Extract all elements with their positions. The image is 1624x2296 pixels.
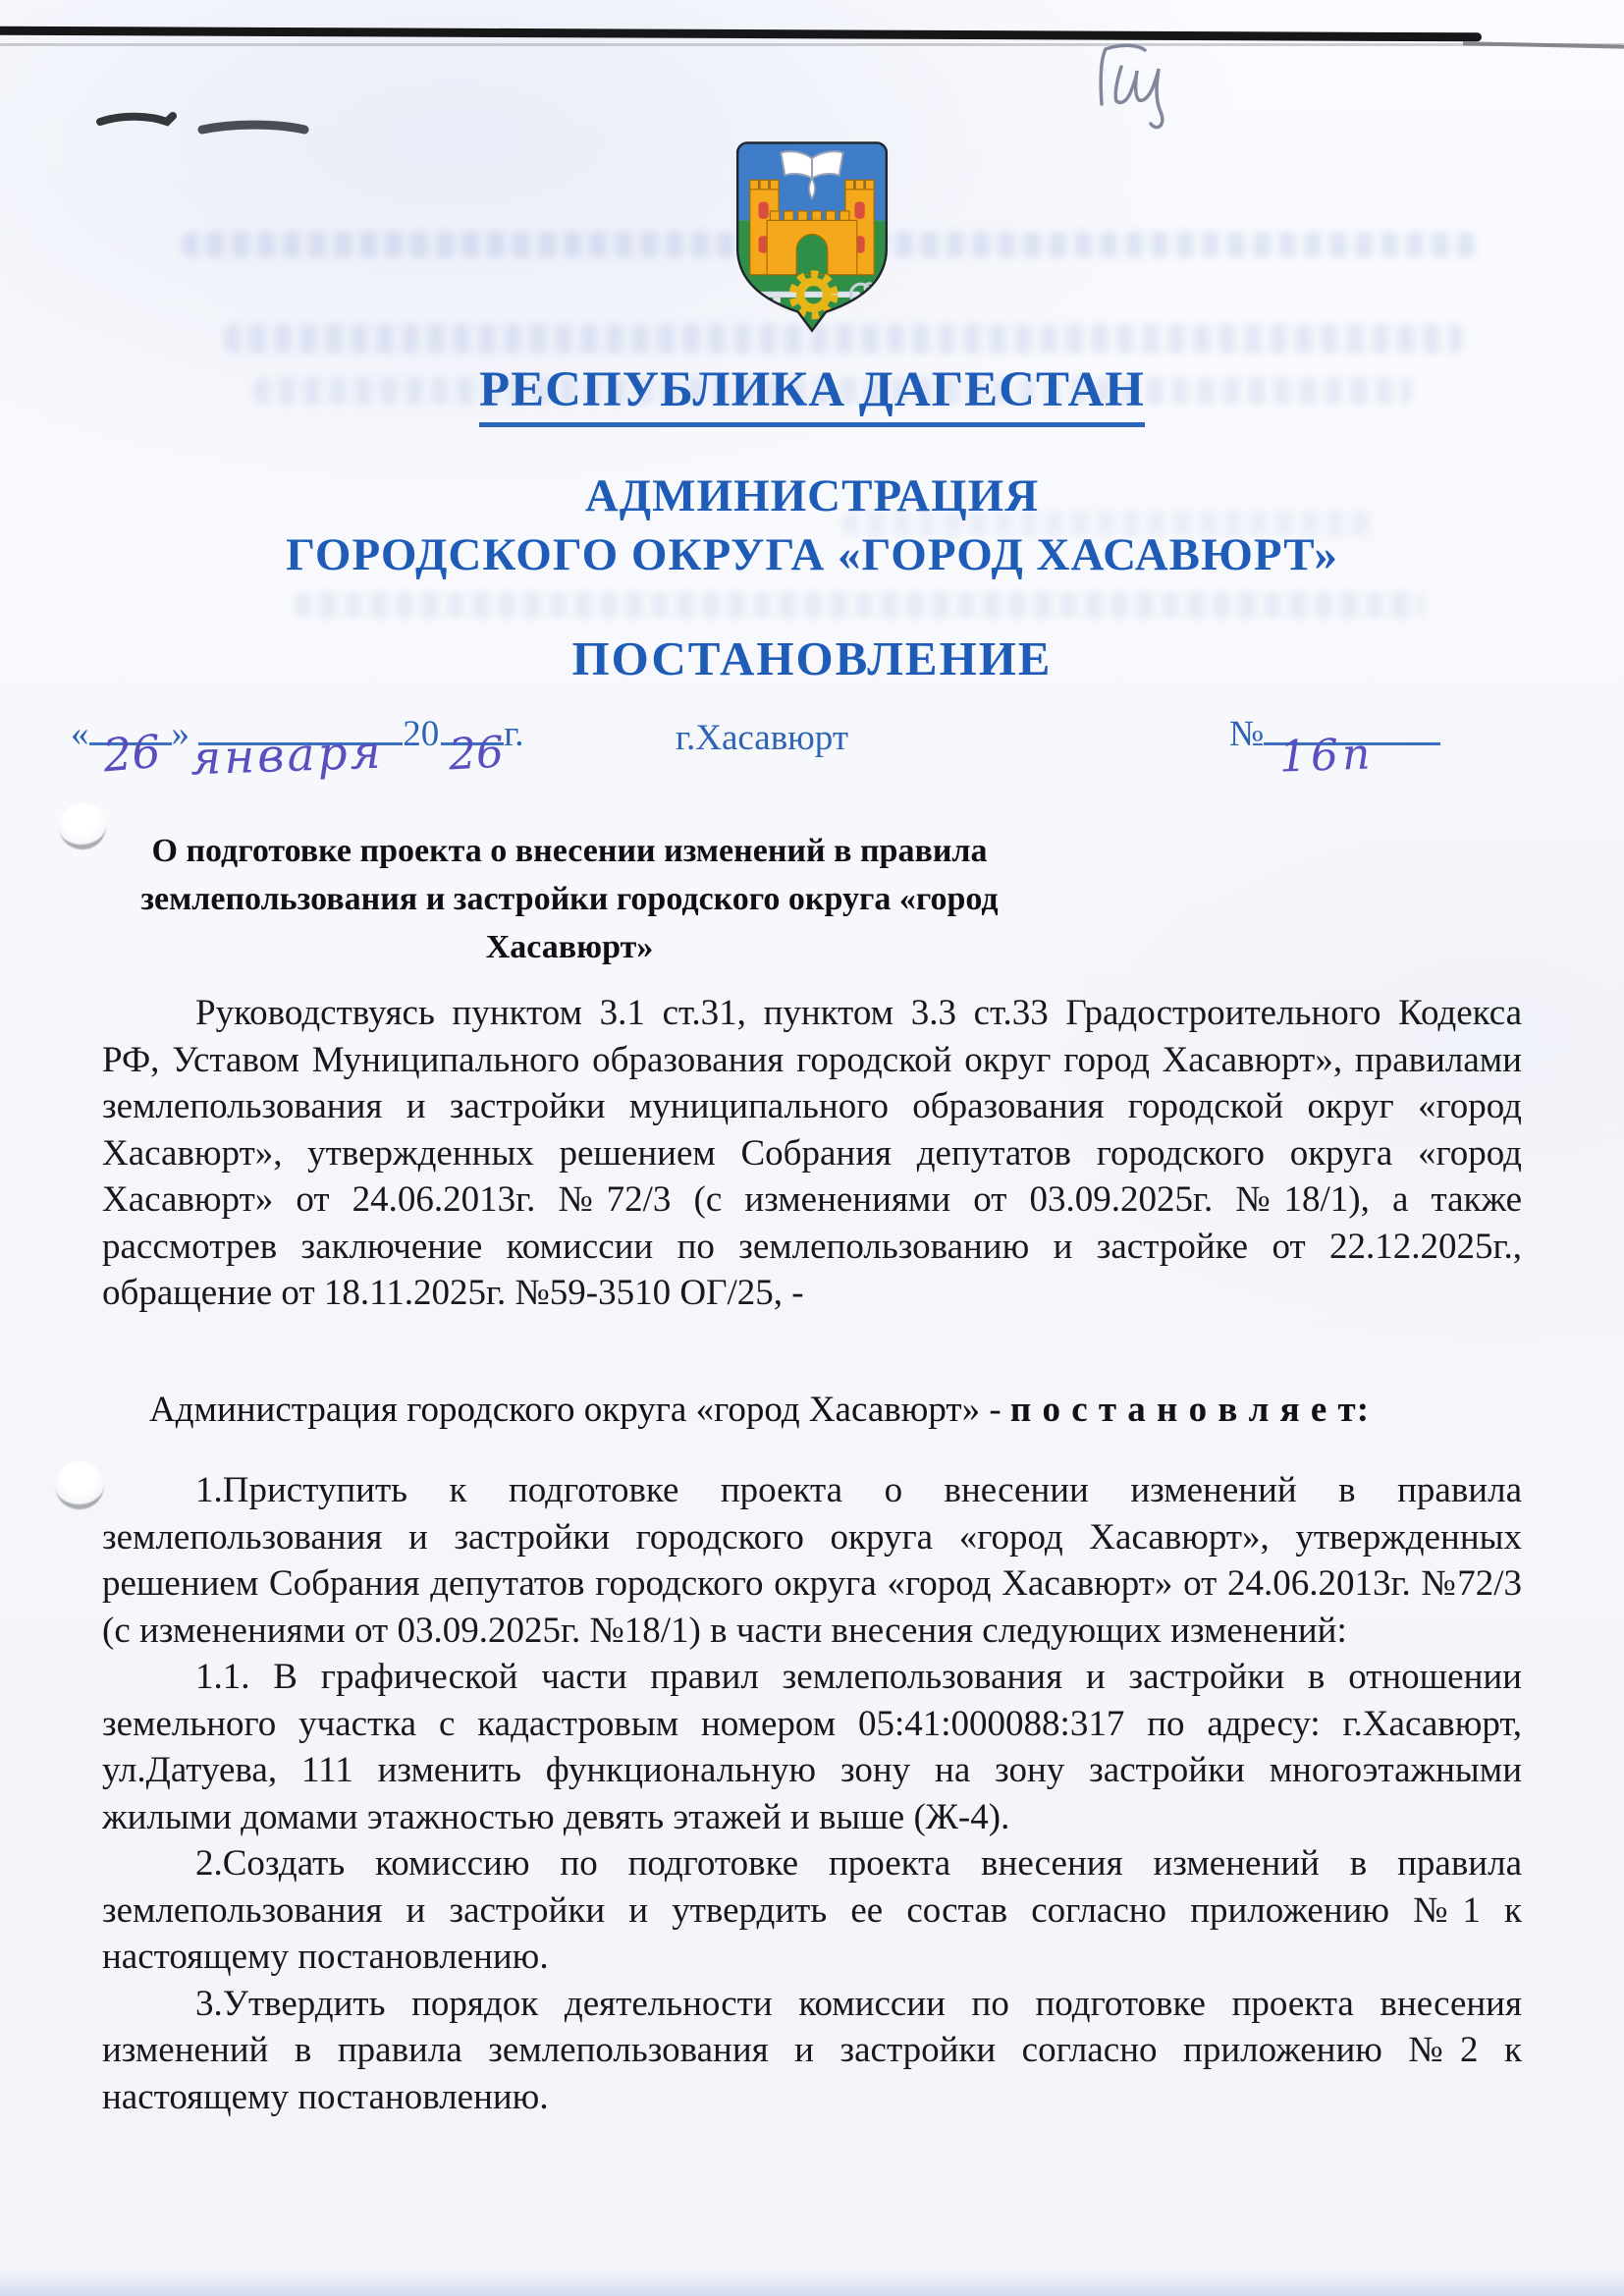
handwritten-month: января bbox=[189, 725, 385, 787]
handwritten-number: 16п bbox=[1278, 729, 1376, 783]
item-1: 1.Приступить к подготовке проекта о внесении изменений в правила землепользования и застройки городского округа «город Хасавюрт», утвержденных решением Собрания депутатов городского округа «город Хасавюрт» от 24.06.2013г. №72/3 (с изменениями от 03.09.2025г. №18/1) в части внесения следующих изменений: bbox=[102, 1470, 1522, 1651]
document-title bbox=[79, 827, 1060, 971]
republic-heading bbox=[0, 361, 1624, 427]
administration-heading-line1: АДМИНИСТРАЦИЯ bbox=[584, 470, 1040, 521]
preamble-block bbox=[102, 990, 1522, 1317]
day-blank bbox=[89, 724, 172, 783]
close-quote: » bbox=[171, 714, 189, 754]
item-1-1: 1.1. В графической части правил землепользования и застройки в отношении земельного участка с кадастровым номером 05:41:000088:317 по адресу: г.Хасавюрт, ул.Датуева, 111 изменить функциональную зону на зону застройки многоэтажными жилыми домами этажностью девять этажей и выше (Ж-4). bbox=[102, 1657, 1522, 1837]
number-field bbox=[1229, 713, 1440, 783]
year-blank bbox=[441, 727, 506, 781]
handwritten-day: 26 bbox=[100, 724, 163, 783]
month-blank bbox=[189, 725, 403, 787]
year-suffix: г. bbox=[504, 714, 524, 754]
preamble-paragraph: Руководствуясь пунктом 3.1 ст.31, пунктом 3.3 ст.33 Градостроительного Кодекса РФ, Уставом Муниципального образования городской округ город Хасавюрт», правилами землепользования и застройки муниципального образования городской округ «город Хасавюрт», утвержденных решением Собрания депутатов городского округа «город Хасавюрт» от 24.06.2013г. №72/3 (с изменениями от 03.09.2025г. №18/1), а также рассмотрев заключение комиссии по землепользованию и застройке от 22.12.2025г., обращение от 18.11.2025г. №59-3510 ОГ/25, - bbox=[102, 993, 1522, 1313]
date-field bbox=[71, 713, 524, 787]
item-3: 3.Утвердить порядок деятельности комиссии по подготовке проекта внесения изменений в правила землепользования и застройки согласно приложению №2 к настоящему постановлению. bbox=[102, 1983, 1522, 2117]
item-2: 2.Создать комиссию по подготовке проекта внесения изменений в правила землепользования и застройки и утвердить ее состав согласно приложению №1 к настоящему постановлению. bbox=[102, 1843, 1522, 1977]
khasavyurt-coat-of-arms bbox=[734, 139, 890, 334]
handwritten-year: 26 bbox=[447, 727, 506, 781]
resolution-items bbox=[102, 1467, 1522, 2120]
republic-heading-text: РЕСПУБЛИКА ДАГЕСТАН bbox=[479, 361, 1145, 427]
punch-hole-mark bbox=[53, 1459, 105, 1510]
pencil-scribble-mark bbox=[1088, 41, 1196, 139]
resolve-verb: п о с т а н о в л я е т: bbox=[1009, 1390, 1371, 1430]
bleedthrough-text-line bbox=[295, 592, 1424, 618]
administration-heading-line2: ГОРОДСКОГО ОКРУГА «ГОРОД ХАСАВЮРТ» bbox=[286, 529, 1338, 580]
number-blank bbox=[1264, 729, 1440, 783]
document-title-line2: землепользования и застройки городского округа «город Хасавюрт» bbox=[140, 881, 999, 965]
pen-dash-marks bbox=[90, 104, 326, 149]
number-sign: № bbox=[1229, 714, 1265, 754]
resolve-line bbox=[102, 1389, 1522, 1431]
page-top-edge bbox=[0, 43, 1624, 46]
scan-bottom-shadow bbox=[0, 2270, 1624, 2296]
open-quote: « bbox=[71, 714, 89, 754]
resolve-prefix: Администрация городского округа «город Хасавюрт» - bbox=[149, 1390, 1010, 1430]
year-prefix: 20 bbox=[403, 714, 440, 754]
scanner-edge-line bbox=[0, 27, 1482, 42]
dateline bbox=[0, 713, 1624, 787]
document-type-heading: ПОСТАНОВЛЕНИЕ bbox=[571, 631, 1053, 685]
place-label: г.Хасавюрт bbox=[676, 718, 848, 758]
document-title-line1: О подготовке проекта о внесении изменений в правила bbox=[151, 833, 988, 869]
